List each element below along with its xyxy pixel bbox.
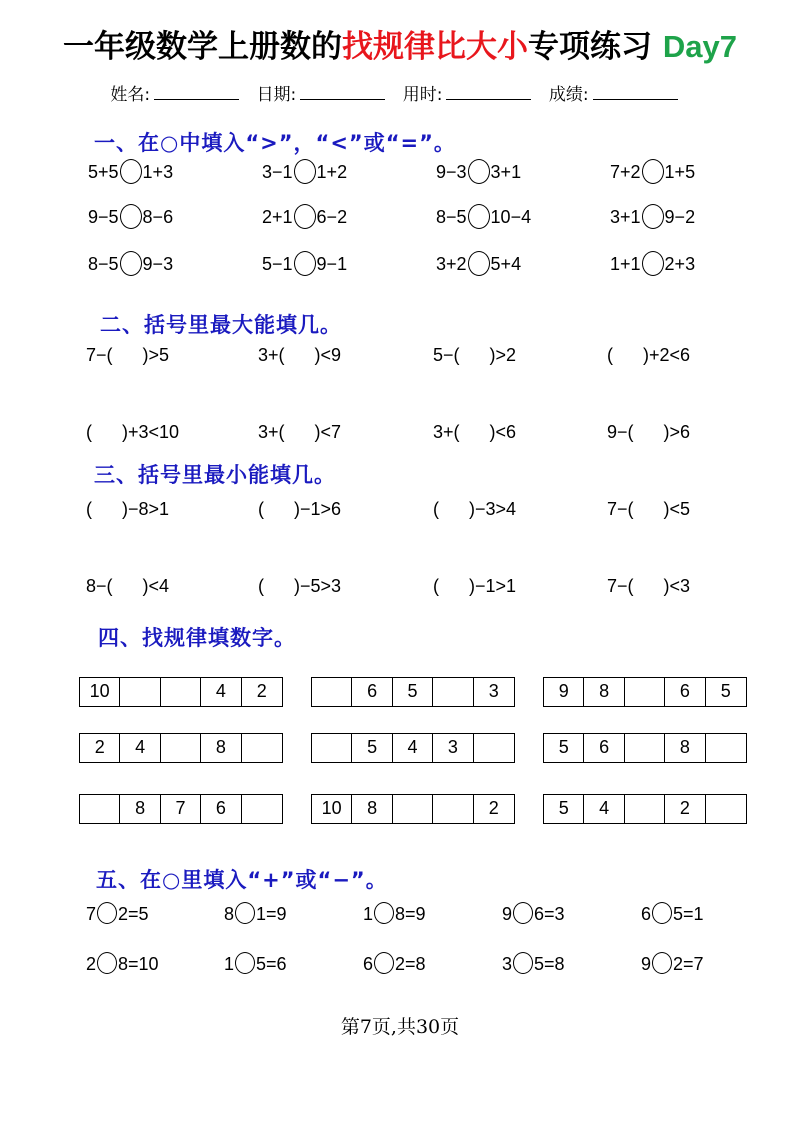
sign-right: 2=7 <box>673 954 704 974</box>
sign-right: 6=3 <box>534 904 565 924</box>
sign-circle[interactable] <box>652 952 672 974</box>
sign-item <box>502 949 565 979</box>
pattern-cell: 4 <box>201 678 241 706</box>
compare-right: 8−6 <box>142 207 174 227</box>
sign-circle[interactable] <box>374 902 394 924</box>
section-2-title: 二、括号里最大能填几。 <box>100 313 342 337</box>
pattern-grid <box>79 733 283 763</box>
compare-right: 5+4 <box>490 254 522 274</box>
pattern-cell: 2 <box>665 795 705 823</box>
max-fill-item[interactable]: 3+( )<9 <box>258 345 342 365</box>
sign-item <box>224 949 287 979</box>
pattern-blank-cell[interactable] <box>625 734 665 762</box>
title-day: Day7 <box>662 29 737 64</box>
pattern-grid <box>543 733 747 763</box>
pattern-grid <box>543 677 747 707</box>
pattern-blank-cell[interactable] <box>433 795 473 823</box>
pattern-cell: 8 <box>201 734 241 762</box>
pattern-cell: 2 <box>488 798 499 818</box>
compare-right: 9−3 <box>142 254 174 274</box>
min-fill-item[interactable]: ( )−1>6 <box>258 499 342 519</box>
compare-item <box>262 202 347 232</box>
sign-left: 8 <box>224 904 235 924</box>
pattern-cell: 5 <box>352 734 392 762</box>
title-highlight: 找规律比大小 <box>342 29 529 65</box>
date-label: 日期: <box>256 85 297 105</box>
pattern-blank-cell[interactable] <box>312 678 352 706</box>
max-fill-item[interactable]: 7−( )>5 <box>86 345 170 365</box>
sign-left: 6 <box>363 954 374 974</box>
pattern-cell: 6 <box>584 734 624 762</box>
compare-item <box>610 249 695 279</box>
pattern-cell: 7 <box>161 795 201 823</box>
student-info-line <box>0 80 800 105</box>
compare-item <box>262 249 347 279</box>
pattern-blank-cell[interactable] <box>625 795 665 823</box>
compare-left: 8−5 <box>88 254 119 274</box>
answer-circle[interactable] <box>468 251 490 276</box>
pattern-blank-cell[interactable] <box>161 734 201 762</box>
sign-circle[interactable] <box>374 952 394 974</box>
date-blank[interactable] <box>300 85 385 100</box>
compare-left: 3+1 <box>610 207 641 227</box>
pattern-cell: 5 <box>720 681 731 701</box>
sign-left: 1 <box>363 904 374 924</box>
pattern-cell: 3 <box>433 734 473 762</box>
title-part1: 一年级数学上册数的 <box>63 29 343 65</box>
answer-circle[interactable] <box>294 159 316 184</box>
compare-item <box>436 249 521 279</box>
compare-right: 2+3 <box>664 254 696 274</box>
pattern-grid <box>311 794 515 824</box>
pattern-cell: 8 <box>120 795 160 823</box>
compare-left: 9−5 <box>88 207 119 227</box>
max-fill-item[interactable]: ( )+3<10 <box>86 422 180 442</box>
sign-right: 5=6 <box>256 954 287 974</box>
sign-right: 1=9 <box>256 904 287 924</box>
section-4-title: 四、找规律填数字。 <box>98 626 296 650</box>
compare-left: 5−1 <box>262 254 293 274</box>
sign-left: 7 <box>86 904 97 924</box>
min-fill-item[interactable]: 7−( )<5 <box>607 499 691 519</box>
answer-circle[interactable] <box>120 251 142 276</box>
answer-circle[interactable] <box>468 204 490 229</box>
compare-right: 1+5 <box>664 162 696 182</box>
compare-right: 3+1 <box>490 162 522 182</box>
pattern-blank-cell[interactable] <box>80 795 120 823</box>
section-3-title: 三、括号里最小能填几。 <box>94 463 336 487</box>
pattern-blank-cell[interactable] <box>706 734 746 762</box>
compare-item <box>88 249 173 279</box>
sign-item <box>363 949 426 979</box>
time-label: 用时: <box>402 85 443 105</box>
compare-left: 1+1 <box>610 254 641 274</box>
answer-circle[interactable] <box>294 204 316 229</box>
sign-circle[interactable] <box>235 902 255 924</box>
compare-right: 9−1 <box>316 254 348 274</box>
name-label: 姓名: <box>110 85 151 105</box>
compare-item <box>436 157 521 187</box>
time-blank[interactable] <box>446 85 531 100</box>
compare-right: 1+2 <box>316 162 348 182</box>
compare-left: 5+5 <box>88 162 119 182</box>
page-number: 第7页,共30页 <box>340 1016 460 1038</box>
min-fill-item[interactable]: ( )−5>3 <box>258 576 342 596</box>
section-5-title: 五、在○里填入“+”或“−”。 <box>96 868 388 892</box>
sign-right: 8=10 <box>118 954 159 974</box>
max-fill-item[interactable]: 3+( )<7 <box>258 422 342 442</box>
pattern-cell: 6 <box>201 795 241 823</box>
compare-right: 6−2 <box>316 207 348 227</box>
sign-right: 2=5 <box>118 904 149 924</box>
pattern-cell: 5 <box>544 795 584 823</box>
score-label: 成绩: <box>548 85 589 105</box>
pattern-cell: 9 <box>544 678 584 706</box>
sign-left: 3 <box>502 954 513 974</box>
answer-circle[interactable] <box>642 159 664 184</box>
answer-circle[interactable] <box>120 159 142 184</box>
pattern-cell: 5 <box>544 734 584 762</box>
pattern-cell: 4 <box>584 795 624 823</box>
pattern-grid <box>79 677 283 707</box>
min-fill-item[interactable]: ( )−8>1 <box>86 499 170 519</box>
pattern-cell: 2 <box>256 681 267 701</box>
compare-item <box>88 202 173 232</box>
pattern-blank-cell[interactable] <box>242 795 282 823</box>
sign-item <box>363 899 426 929</box>
pattern-blank-cell[interactable] <box>706 795 746 823</box>
compare-right: 10−4 <box>490 207 532 227</box>
sign-right: 5=1 <box>673 904 704 924</box>
compare-item <box>436 202 531 232</box>
sign-left: 6 <box>641 904 652 924</box>
pattern-cell: 10 <box>80 678 120 706</box>
compare-left: 9−3 <box>436 162 467 182</box>
sign-left: 2 <box>86 954 97 974</box>
compare-left: 7+2 <box>610 162 641 182</box>
pattern-cell: 6 <box>352 678 392 706</box>
sign-item <box>502 899 565 929</box>
sign-circle[interactable] <box>97 952 117 974</box>
sign-right: 8=9 <box>395 904 426 924</box>
pattern-cell: 3 <box>488 681 499 701</box>
compare-item <box>88 157 173 187</box>
sign-circle[interactable] <box>235 952 255 974</box>
pattern-cell: 5 <box>393 678 433 706</box>
sign-left: 9 <box>641 954 652 974</box>
pattern-blank-cell[interactable] <box>242 734 282 762</box>
compare-left: 3+2 <box>436 254 467 274</box>
pattern-blank-cell[interactable] <box>474 734 514 762</box>
pattern-blank-cell[interactable] <box>120 678 160 706</box>
max-fill-item[interactable]: 3+( )<6 <box>433 422 517 442</box>
pattern-cell: 2 <box>80 734 120 762</box>
compare-left: 2+1 <box>262 207 293 227</box>
score-blank[interactable] <box>593 85 678 100</box>
pattern-blank-cell[interactable] <box>433 678 473 706</box>
sign-right: 2=8 <box>395 954 426 974</box>
compare-right: 1+3 <box>142 162 174 182</box>
title-part3: 专项练习 <box>528 29 653 65</box>
sign-circle[interactable] <box>97 902 117 924</box>
min-fill-item[interactable]: 8−( )<4 <box>86 576 170 596</box>
pattern-blank-cell[interactable] <box>393 795 433 823</box>
answer-circle[interactable] <box>642 204 664 229</box>
pattern-cell: 8 <box>665 734 705 762</box>
pattern-cell: 8 <box>584 678 624 706</box>
sign-item <box>641 899 704 929</box>
name-blank[interactable] <box>154 85 239 100</box>
section-1-title: 一、在○中填入“>”，“<”或“=”。 <box>94 131 456 155</box>
compare-left: 8−5 <box>436 207 467 227</box>
min-fill-item[interactable]: 7−( )<3 <box>607 576 691 596</box>
sign-circle[interactable] <box>652 902 672 924</box>
sign-circle[interactable] <box>513 902 533 924</box>
compare-right: 9−2 <box>664 207 696 227</box>
compare-item <box>262 157 347 187</box>
page-title <box>0 22 800 72</box>
answer-circle[interactable] <box>120 204 142 229</box>
pattern-grid <box>311 677 515 707</box>
pattern-blank-cell[interactable] <box>312 734 352 762</box>
pattern-grid <box>79 794 283 824</box>
pattern-cell: 4 <box>120 734 160 762</box>
pattern-cell: 4 <box>393 734 433 762</box>
pattern-blank-cell[interactable] <box>625 678 665 706</box>
sign-item <box>224 899 287 929</box>
pattern-grid <box>311 733 515 763</box>
max-fill-item[interactable]: ( )+2<6 <box>607 345 691 365</box>
answer-circle[interactable] <box>468 159 490 184</box>
sign-item <box>86 949 159 979</box>
pattern-blank-cell[interactable] <box>161 678 201 706</box>
min-fill-item[interactable]: ( )−1>1 <box>433 576 517 596</box>
pattern-grid <box>543 794 747 824</box>
min-fill-item[interactable]: ( )−3>4 <box>433 499 517 519</box>
sign-item <box>86 899 149 929</box>
sign-item <box>641 949 704 979</box>
answer-circle[interactable] <box>642 251 664 276</box>
sign-left: 1 <box>224 954 235 974</box>
compare-item <box>610 157 695 187</box>
pattern-cell: 6 <box>665 678 705 706</box>
max-fill-item[interactable]: 5−( )>2 <box>433 345 517 365</box>
pattern-cell: 8 <box>352 795 392 823</box>
answer-circle[interactable] <box>294 251 316 276</box>
sign-right: 5=8 <box>534 954 565 974</box>
sign-left: 9 <box>502 904 513 924</box>
compare-item <box>610 202 695 232</box>
compare-left: 3−1 <box>262 162 293 182</box>
sign-circle[interactable] <box>513 952 533 974</box>
pattern-cell: 10 <box>312 795 352 823</box>
max-fill-item[interactable]: 9−( )>6 <box>607 422 691 442</box>
